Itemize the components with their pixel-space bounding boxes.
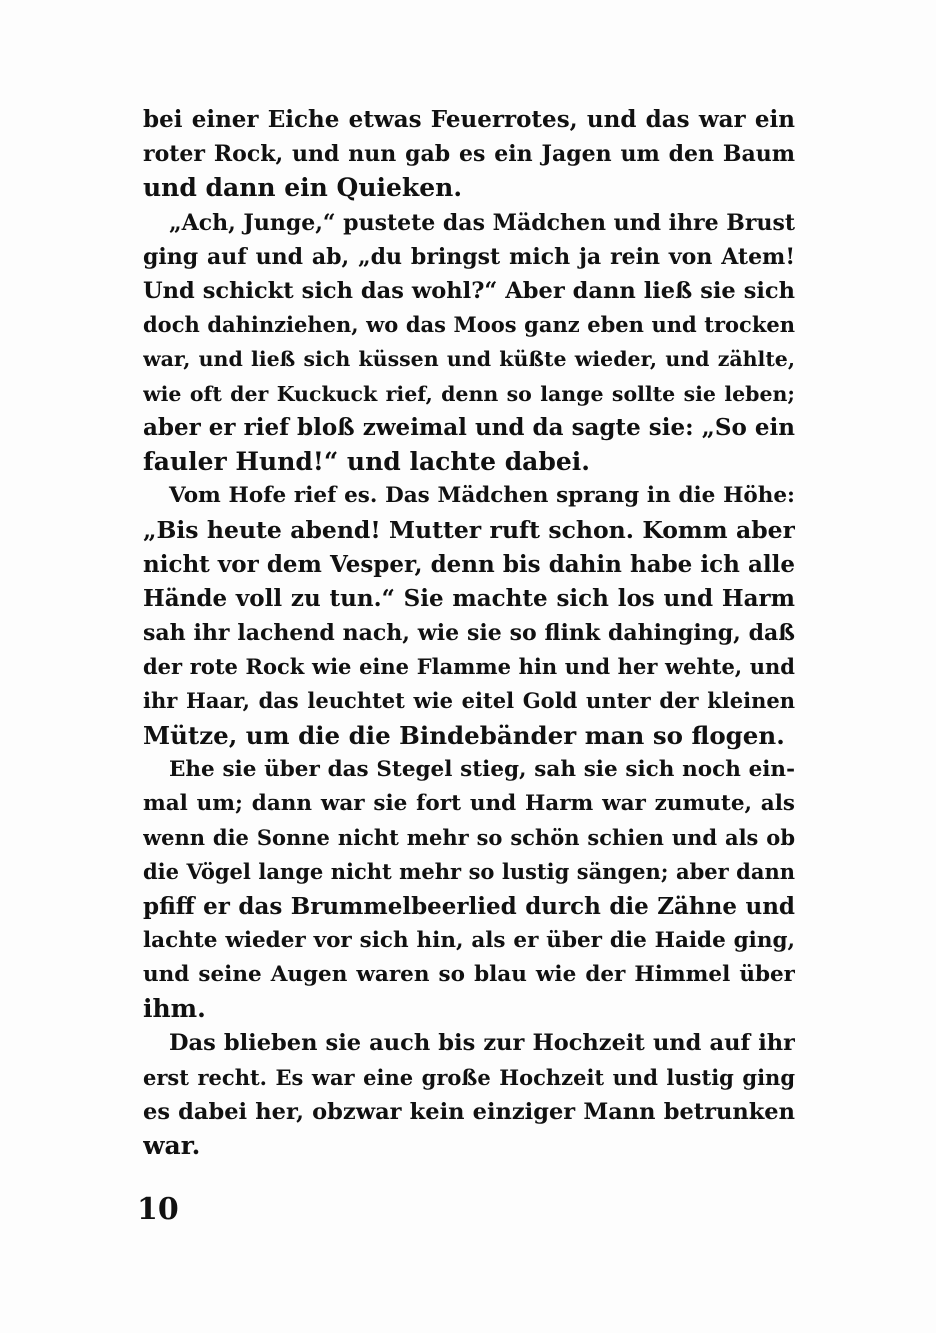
text-line: nicht vor dem Vesper, denn bis dahin habe ich alle [143, 550, 795, 578]
text-line: der rote Rock wie eine Flamme hin und her wehte, und [143, 654, 795, 680]
text-line: sah ihr lachend nach, wie sie so flink dahinging, daß [143, 620, 795, 647]
text-line: war. [143, 1131, 201, 1161]
text-line: Hände voll zu tun.“ Sie machte sich los und Harm [143, 584, 795, 612]
text-line: und seine Augen waren so blau wie der Himmel über [143, 962, 795, 988]
text-line: mal um; dann war sie fort und Harm war zumute, als [143, 791, 795, 817]
text-line: und dann ein Quieken. [143, 173, 463, 203]
paragraph [143, 206, 795, 480]
paragraph [143, 479, 795, 753]
text-line: bei einer Eiche etwas Feuerrotes, und das war ein [143, 106, 795, 133]
text-line: erst recht. Es war eine große Hochzeit und lustig ging [143, 1064, 795, 1090]
text-line: Mütze, um die die Bindebänder man so flogen. [143, 720, 785, 750]
paragraph [143, 753, 795, 1027]
text-line: fauler Hund!“ und lachte dabei. [143, 447, 590, 477]
text-line: die Vögel lange nicht mehr so lustig sängen; aber dann [143, 859, 795, 885]
text-line: pfiff er das Brummelbeerlied durch die Zähne und [143, 892, 795, 920]
text-line: wie oft der Kuckuck rief, denn so lange sollte sie leben; [143, 381, 795, 406]
page-number: 10 [137, 1192, 179, 1227]
text-line: Vom Hofe rief es. Das Mädchen sprang in die Höhe: [169, 483, 795, 509]
text-line: roter Rock, und nun gab es ein Jagen um den Baum [143, 141, 795, 168]
text-line: doch dahinziehen, wo das Moos ganz eben und trocken [143, 312, 795, 338]
text-line: ihm. [143, 994, 206, 1024]
text-line: war, und ließ sich küssen und küßte wieder, und zählte, [143, 347, 795, 372]
text-line: lachte wieder vor sich hin, als er über die Haide ging, [143, 927, 795, 953]
text-line: es dabei her, obzwar kein einziger Mann betrunken [143, 1098, 795, 1125]
body-text [143, 103, 795, 1163]
paragraph [143, 1026, 795, 1163]
text-line: „Ach, Junge,“ pustete das Mädchen und ihre Brust [169, 209, 795, 236]
text-line: ihr Haar, das leuchtet wie eitel Gold unter der kleinen [143, 688, 795, 714]
paragraph [143, 103, 795, 206]
text-line: wenn die Sonne nicht mehr so schön schien und als ob [143, 825, 795, 851]
text-line: Ehe sie über das Stegel stieg, sah sie sich noch ein- [169, 756, 795, 782]
text-line: aber er rief bloß zweimal und da sagte sie: „So ein [143, 413, 795, 441]
text-line: „Bis heute abend! Mutter ruft schon. Komm aber [143, 516, 795, 545]
text-line: Das blieben sie auch bis zur Hochzeit und auf ihr [169, 1030, 795, 1057]
text-line: Und schickt sich das wohl?“ Aber dann ließ sie sich [143, 278, 795, 305]
text-line: ging auf und ab, „du bringst mich ja rein von Atem! [143, 243, 795, 270]
